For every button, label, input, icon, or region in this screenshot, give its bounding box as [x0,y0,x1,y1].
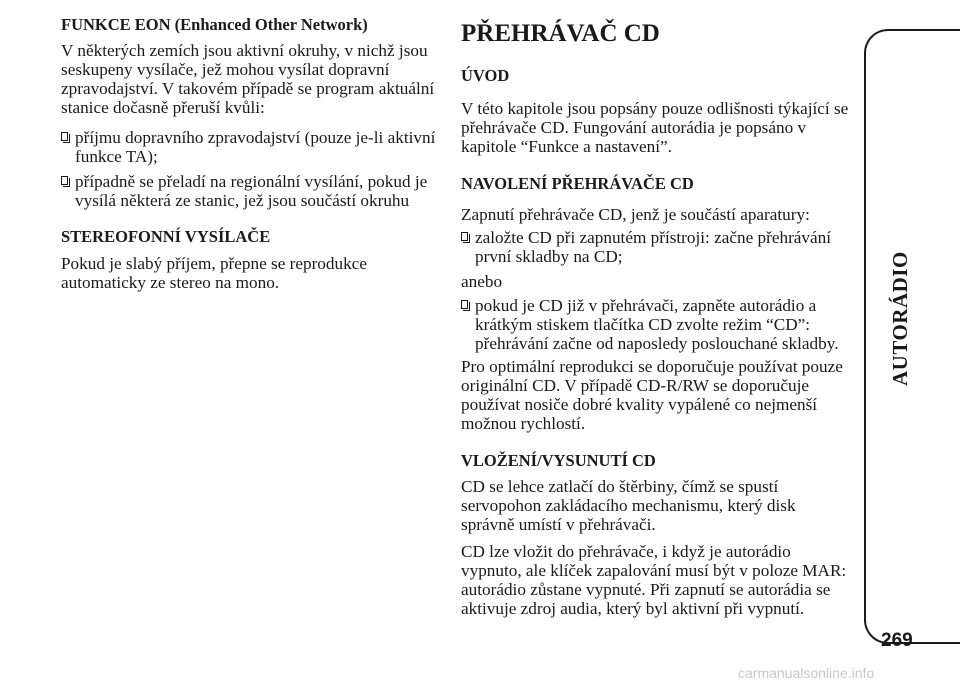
bullet-item [461,296,871,353]
checkbox-bullet-icon [61,176,68,185]
heading-stereo: STEREOFONNÍ VYSÍLAČE [61,227,271,246]
heading-vlozeni: VLOŽENÍ/VYSUNUTÍ CD [461,451,656,470]
bullet-text: pokud je CD již v přehrávači, zapněte autorádio a krátkým stiskem tlačítka CD zvolte režim “CD”: přehrávání začne od naposledy poslouchané skladby. [475,296,839,353]
page-number: 269 [881,630,913,651]
bullet-text: založte CD při zapnutém přístroji: začne přehrávání první skladby na CD; [475,228,832,266]
bullet-item [461,228,867,266]
paragraph-vlozeni-1: CD se lehce zatlačí do štěrbiny, čímž se spustí servopohon zakládacího mechanismu, který disk správně umístí v přehrávači. [461,477,796,534]
heading-eon: FUNKCE EON (Enhanced Other Network) [61,15,368,34]
checkbox-bullet-icon [461,300,468,309]
paragraph-navoleni: Zapnutí přehrávače CD, jenž je součástí aparatury: [461,205,810,224]
paragraph-anebo: anebo [461,272,503,291]
paragraph-stereo: Pokud je slabý příjem, přepne se reprodukce automaticky ze stereo na mono. [61,254,367,292]
heading-uvod: ÚVOD [461,66,510,85]
section-title: PŘEHRÁVAČ CD [461,20,660,47]
paragraph-eon: V některých zemích jsou aktivní okruhy, v nichž jsou seskupeny vysílače, jež mohou vysílat dopravní zpravodajství. V takovém případě se program aktuální stanice dočasně přeruší kvůli: [61,41,435,117]
bullet-item [61,172,458,210]
bullet-text: příjmu dopravního zpravodajství (pouze je-li aktivní funkce TA); [75,128,436,166]
bullet-text: případně se přeladí na regionální vysílání, pokud je vysílá některá ze stanic, jež jsou součástí okruhu [75,172,428,210]
checkbox-bullet-icon [461,232,468,241]
side-tab-label: AUTORÁDIO [888,251,912,386]
paragraph-vlozeni-2: CD lze vložit do přehrávače, i když je autorádio vypnuto, ale klíček zapalování musí být v poloze MAR: autorádio zůstane vypnuté. Při zapnutí se autorádia se aktivuje zdroj audia, který byl aktivní při vypnutí. [461,542,847,618]
heading-navoleni: NAVOLENÍ PŘEHRÁVAČE CD [461,174,694,193]
checkbox-bullet-icon [61,132,68,141]
paragraph-uvod: V této kapitole jsou popsány pouze odlišnosti týkající se přehrávače CD. Fungování autorádia je popsáno v kapitole “Funkce a nastavení”. [461,99,849,156]
watermark: carmanualsonline.info [738,665,875,681]
bullet-item [61,128,458,166]
paragraph-optimal: Pro optimální reprodukci se doporučuje používat pouze originální CD. V případě CD-R/RW se doporučuje používat nosiče dobré kvality vypálené co nejmenší možnou rychlostí. [461,357,843,433]
